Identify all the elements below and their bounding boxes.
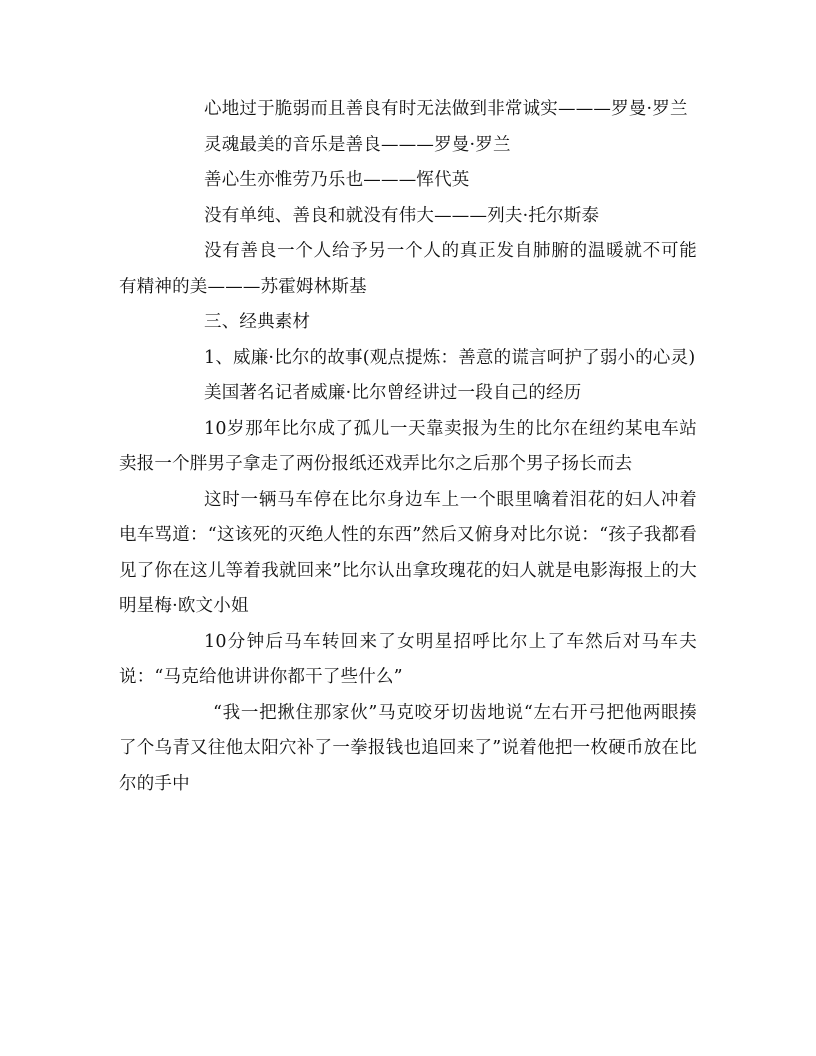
paragraph-quote-romain-rolland-2: 灵魂最美的音乐是善良———罗曼·罗兰 [204, 134, 511, 155]
section-heading-classic-material: 三、经典素材 [204, 312, 311, 332]
story-paragraph: 10岁那年比尔成了孤儿一天靠卖报为生的比尔在纽约某电车站卖报一个胖男子拿走了两份报纸还戏弄比尔之后那个男子扬长而去 [119, 418, 697, 474]
paragraph-quote-sukhomlinsky: 没有善良一个人给予另一个人的真正发自肺腑的温暖就不可能有精神的美———苏霍姆林斯基 [119, 241, 697, 297]
story-paragraph: 这时一辆马车停在比尔身边车上一个眼里噙着泪花的妇人冲着电车骂道：“这该死的灭绝人性的东西”然后又俯身对比尔说：“孩子我都看见了你在这儿等着我就回来”比尔认出拿玫瑰花的妇人就是电影海报上的大明星梅·欧文小姐 [119, 489, 697, 616]
paragraph-quote-tolstoy: 没有单纯、善良和就没有伟大———列夫·托尔斯泰 [204, 205, 600, 226]
paragraph-quote-yun-daiying: 善心生亦惟劳乃乐也———恽代英 [204, 170, 470, 190]
paragraph-quote-romain-rolland-1: 心地过于脆弱而且善良有时无法做到非常诚实———罗曼·罗兰 [204, 99, 688, 119]
story-title-william-bill: 1、威廉·比尔的故事(观点提炼：善意的谎言呵护了弱小的心灵) [204, 347, 696, 368]
document-body [119, 92, 697, 802]
story-paragraph: 10分钟后马车转回来了女明星招呼比尔上了车然后对马车夫说：“马克给他讲讲你都干了些什么” [119, 631, 697, 687]
story-paragraph: 美国著名记者威廉·比尔曾经讲过一段自己的经历 [204, 383, 582, 403]
story-paragraph: “我一把揪住那家伙”马克咬牙切齿地说“左右开弓把他两眼揍了个乌青又往他太阳穴补了一拳报钱也追回来了”说着他把一枚硬币放在比尔的手中 [119, 702, 697, 794]
